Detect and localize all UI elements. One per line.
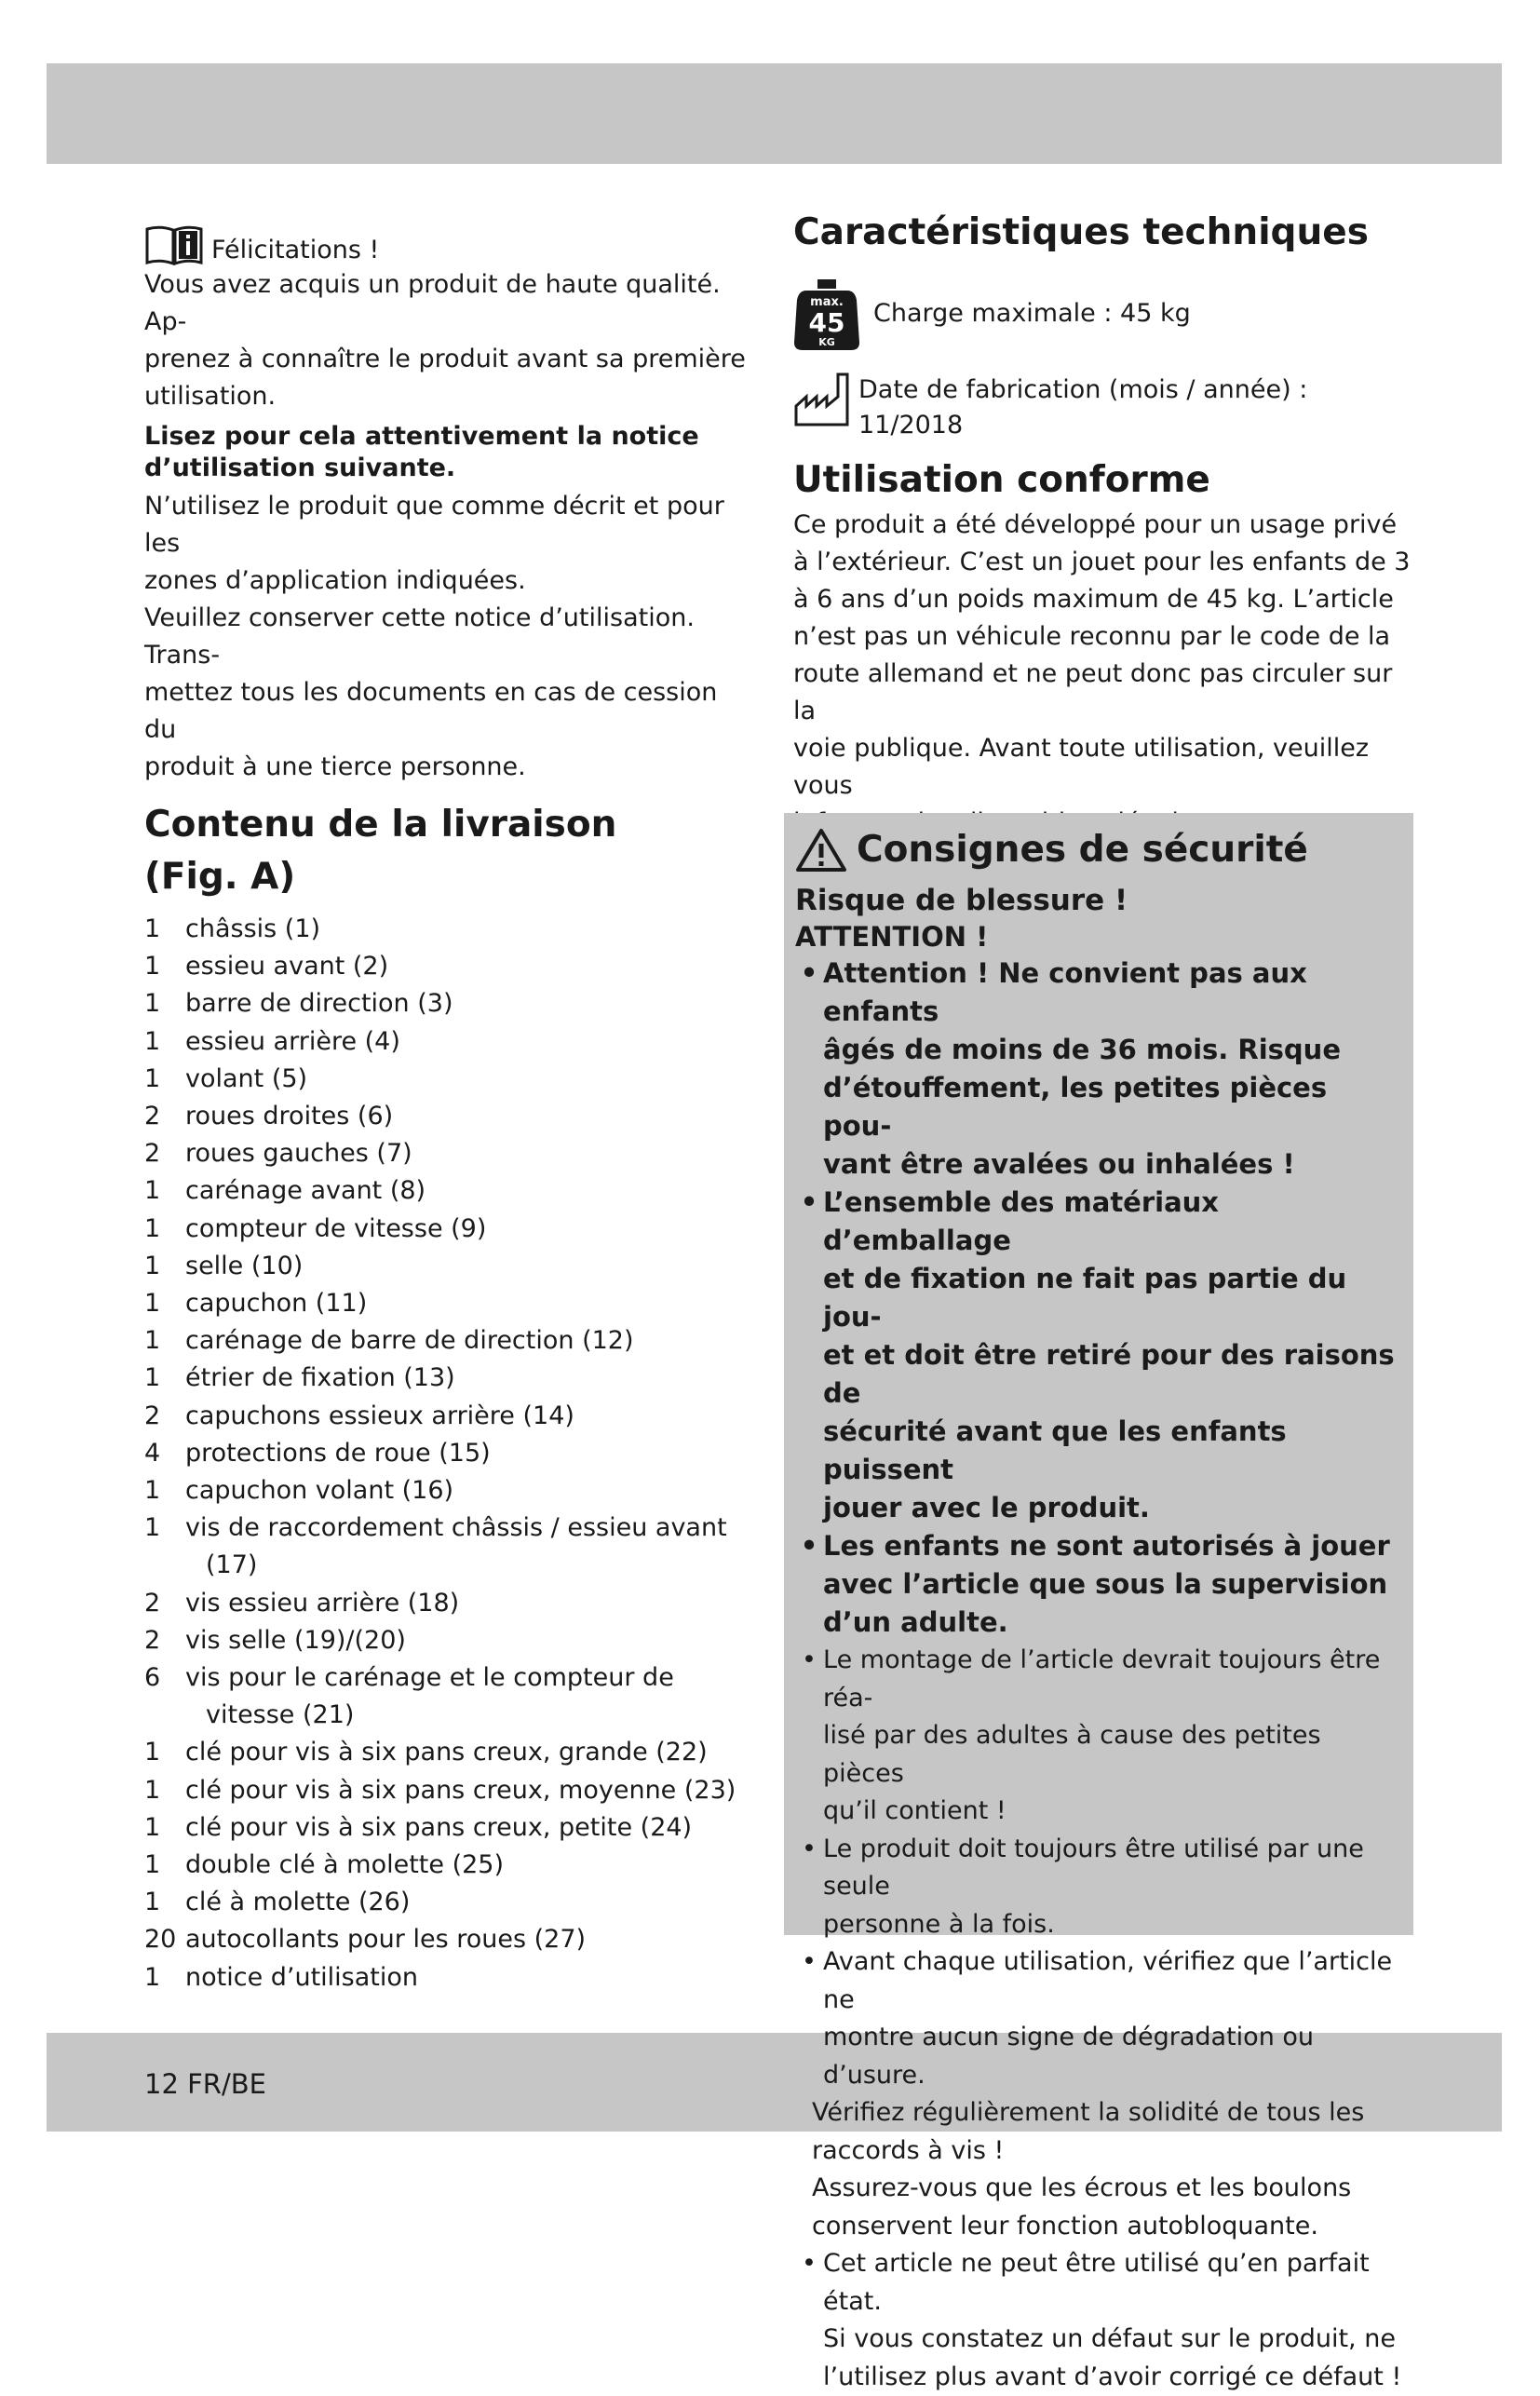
weight-icon-unit: KG (818, 336, 835, 348)
contents-item-qty: 1 (144, 914, 161, 943)
safety-bullet-7: • Cet article ne peut être utilisé qu’en parfait état. Si vous constatez un défaut sur le produit, ne l’utilisez plus avant d’avoir corrigé ce défaut ! (802, 2249, 1402, 2391)
safety-note-1: Vérifiez régulièrement la solidité de tous les raccords à vis ! (812, 2098, 1365, 2165)
manufacture-date-row (793, 369, 1413, 443)
contents-item-desc: carénage de barre de direction (12) (185, 1326, 634, 1356)
contents-item-qty: 1 (144, 1363, 161, 1393)
contents-item (144, 911, 750, 948)
contents-item-qty: 1 (144, 1738, 161, 1767)
safety-bullet-1: • Attention ! Ne convient pas aux enfants âgés de moins de 36 mois. Risque d’étouffement, les petites pièces pou- vant être avalées ou inhalées ! (800, 957, 1341, 1180)
contents-item-qty: 1 (144, 1812, 161, 1842)
safety-bullet-3: • Les enfants ne sont autorisés à jouer avec l’article que sous la supervision d’un adulte. (800, 1530, 1390, 1638)
contents-item (144, 1809, 750, 1847)
contents-item-desc: vis essieu arrière (18) (185, 1588, 460, 1618)
contents-item-qty: 1 (144, 1289, 161, 1319)
contents-item (144, 985, 750, 1022)
contents-item-qty: 20 (144, 1925, 177, 1955)
contents-heading: Contenu de la livraison (Fig. A) (144, 804, 617, 898)
contents-item (144, 1098, 750, 1135)
contents-item-qty: 1 (144, 1850, 161, 1880)
contents-item-desc: vis selle (19)/(20) (185, 1625, 406, 1655)
contents-item-desc: roues gauches (7) (185, 1139, 412, 1169)
contents-item-qty: 1 (144, 1962, 161, 1992)
risk-subheading: Risque de blessure ! (795, 884, 1128, 917)
contents-item (144, 1659, 750, 1734)
contents-item-qty: 1 (144, 1888, 161, 1917)
contents-item-qty: 2 (144, 1102, 161, 1131)
contents-item-qty: 1 (144, 952, 161, 981)
contents-item (144, 1585, 750, 1622)
attention-label: ATTENTION ! (795, 921, 989, 953)
contents-item-desc: volant (5) (185, 1063, 308, 1093)
safety-bullet-4: • Le montage de l’article devrait toujours être réa- lisé par des adultes à cause des petites pièces qu’il contient ! (802, 1645, 1381, 1825)
contents-item-desc: capuchon (11) (185, 1289, 368, 1319)
contents-item (144, 1023, 750, 1061)
contents-item (144, 1921, 750, 1958)
contents-item-qty: 2 (144, 1139, 161, 1169)
header-band (47, 63, 1502, 164)
contents-item-qty: 1 (144, 1026, 161, 1056)
contents-item-desc: capuchon volant (16) (185, 1476, 454, 1506)
contents-item-qty: 1 (144, 1063, 161, 1093)
contents-item-desc: carénage avant (8) (185, 1176, 426, 1206)
weight-icon-value: 45 (808, 307, 845, 338)
contents-item (144, 1322, 750, 1360)
intro-paragraph-2: N’utilisez le produit que comme décrit et pour les zones d’application indiquées. Veuillez conserver cette notice d’utilisation. Trans- mettez tous les documents en cas de cession du produit à une tierce personne. (144, 492, 724, 781)
weight-icon-top: max. (810, 295, 844, 309)
contents-item-desc: vis de raccordement châssis / essieu avant (17) (185, 1513, 727, 1580)
contents-item-desc: autocollants pour les roues (27) (185, 1925, 587, 1955)
contents-item (144, 1772, 750, 1809)
usage-heading: Utilisation conforme (793, 459, 1210, 501)
felicitations-text: Félicitations ! (211, 236, 380, 264)
contents-item-desc: clé pour vis à six pans creux, petite (24) (185, 1812, 693, 1842)
contents-item-qty: 2 (144, 1588, 161, 1618)
contents-item-desc: essieu arrière (4) (185, 1026, 400, 1056)
contents-item (144, 1398, 750, 1435)
contents-item-qty: 1 (144, 1213, 161, 1243)
contents-item-desc: vis pour le carénage et le compteur de vitesse (21) (185, 1663, 674, 1730)
contents-item-desc: châssis (1) (185, 914, 321, 943)
contents-item (144, 1847, 750, 1884)
page-number: 12 FR/BE (144, 2068, 266, 2100)
contents-item-qty: 1 (144, 989, 161, 1019)
contents-item (144, 1211, 750, 1248)
contents-item-desc: notice d’utilisation (185, 1962, 419, 1992)
contents-item-desc: clé à molette (26) (185, 1888, 411, 1917)
contents-item (144, 1509, 750, 1584)
contents-item (144, 1248, 750, 1285)
contents-item (144, 1135, 750, 1172)
safety-bullet-6: • Avant chaque utilisation, vérifiez que l’article ne montre aucun signe de dégradation ou d’usure. (802, 1947, 1393, 2090)
contents-item (144, 1061, 750, 1098)
contents-item-qty: 1 (144, 1176, 161, 1206)
contents-item (144, 1435, 750, 1472)
safety-heading: Consignes de sécurité (795, 824, 1402, 876)
contents-item (144, 1172, 750, 1210)
weight-icon (793, 276, 860, 352)
contents-item (144, 948, 750, 985)
contents-item (144, 1734, 750, 1771)
factory-icon (793, 369, 853, 428)
contents-item-desc: roues droites (6) (185, 1102, 394, 1131)
contents-item-desc: compteur de vitesse (9) (185, 1213, 487, 1243)
contents-item-qty: 1 (144, 1513, 161, 1543)
contents-item-desc: barre de direction (3) (185, 989, 453, 1019)
contents-item-qty: 4 (144, 1438, 161, 1468)
contents-item-qty: 1 (144, 1775, 161, 1805)
intro-paragraph: Vous avez acquis un produit de haute qualité. Ap- prenez à connaître le produit avant sa première utilisation. (144, 270, 746, 411)
max-load-row (793, 276, 1413, 352)
manufacture-date-text: Date de fabrication (mois / année) : 11/2018 (858, 375, 1308, 440)
contents-item-qty: 6 (144, 1663, 161, 1693)
contents-item-qty: 1 (144, 1251, 161, 1280)
safety-bullet-5: • Le produit doit toujours être utilisé par une seule personne à la fois. (802, 1834, 1364, 1939)
usage-paragraph: Ce produit a été développé pour un usage privé à l’extérieur. C’est un jouet pour les enfants de 3 à 6 ans d’un poids maximum de 45 kg. L’article n’est pas un véhicule reconnu par le code de la route allemand et ne peut donc pas circuler sur la voie publique. Avant toute utilisation, veuillez vous (793, 510, 1411, 800)
contents-item-desc: clé pour vis à six pans creux, grande (22) (185, 1738, 708, 1767)
specs-heading: Caractéristiques techniques (793, 211, 1369, 253)
info-book-icon (144, 223, 204, 266)
warning-triangle-icon (795, 827, 847, 873)
contents-item-desc: essieu avant (2) (185, 952, 389, 981)
contents-item-desc: clé pour vis à six pans creux, moyenne (23) (185, 1775, 736, 1805)
safety-note-2: Assurez-vous que les écrous et les boulons conservent leur fonction autobloquante. (812, 2173, 1352, 2240)
right-column (793, 207, 1413, 842)
contents-item-qty: 2 (144, 1625, 161, 1655)
contents-item (144, 1622, 750, 1659)
contents-item-qty: 2 (144, 1401, 161, 1430)
contents-item-desc: protections de roue (15) (185, 1438, 491, 1468)
intro-bold-note: Lisez pour cela attentivement la notice d’utilisation suivante. (144, 422, 699, 482)
contents-item-desc: capuchons essieux arrière (14) (185, 1401, 574, 1430)
contents-item-qty: 1 (144, 1476, 161, 1506)
contents-item (144, 1884, 750, 1921)
contents-list (144, 911, 750, 1997)
max-load-text: Charge maximale : 45 kg (873, 299, 1191, 328)
felicitations-row (144, 223, 750, 266)
safety-box (784, 813, 1413, 2391)
contents-item (144, 1472, 750, 1509)
contents-item-desc: étrier de fixation (13) (185, 1363, 455, 1393)
contents-item (144, 1959, 750, 1997)
contents-item-desc: selle (10) (185, 1251, 304, 1280)
safety-bullet-2: • L’ensemble des matériaux d’emballage et de fixation ne fait pas partie du jou- et et doit être retiré pour des raisons de sécurité avant que les enfants puissent jouer avec le produit. (800, 1186, 1395, 1523)
left-column (144, 223, 750, 1997)
contents-item (144, 1360, 750, 1397)
contents-item-desc: double clé à molette (25) (185, 1850, 504, 1880)
contents-item (144, 1285, 750, 1322)
contents-item-qty: 1 (144, 1326, 161, 1356)
